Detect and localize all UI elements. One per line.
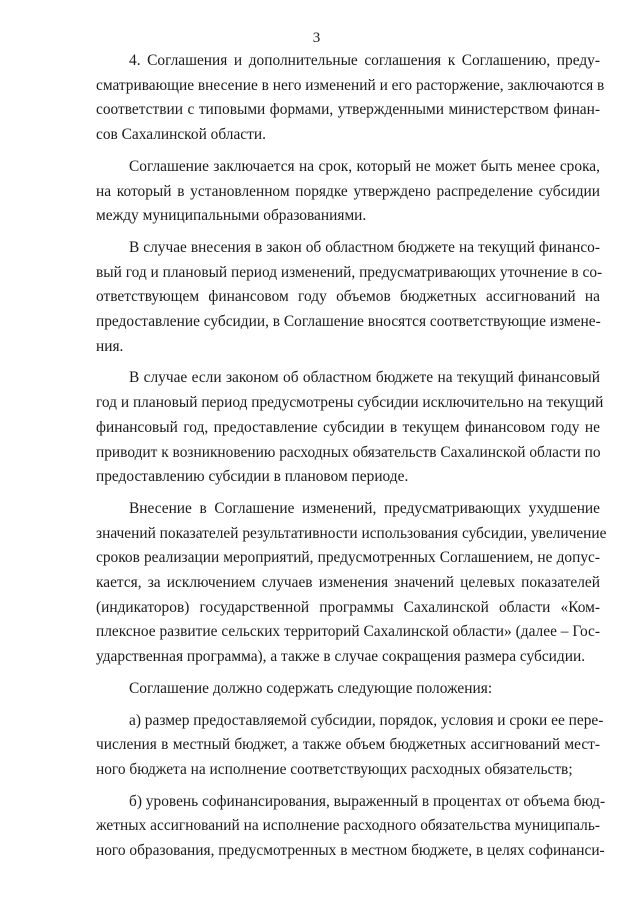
paragraph-line: б) уровень софинансирования, выраженный в процентах от объема бюд- [129,792,606,810]
paragraph-line: числения в местный бюджет, а также объем бюджетных ассигнований мест- [96,736,600,754]
paragraph-line: плексное развитие сельских территорий Сахалинской области» (далее – Гос- [96,623,600,641]
paragraph-line: соответствии с типовыми формами, утвержденными министерством финан- [96,101,600,119]
paragraph [96,366,604,490]
paragraph-line: жетных ассигнований на исполнение расходного обязательства муниципаль- [96,817,600,835]
paragraph-line: между муниципальными образованиями. [96,207,367,225]
paragraph-line: ния. [96,337,124,355]
paragraph-line: значений показателей результативности использования субсидии, увеличение [96,524,607,542]
paragraph-line: сроков реализации мероприятий, предусмотренных Соглашением, не допус- [96,549,600,567]
paragraph [96,677,600,702]
paragraph [96,497,607,670]
paragraph-line: 4. Соглашения и дополнительные соглашения к Соглашению, преду- [129,52,600,69]
paragraph-line: ного образования, предусмотренных в местном бюджете, в целях софинанси- [96,842,605,860]
paragraph-line: а) размер предоставляемой субсидии, порядок, условия и сроки ее пере- [129,711,604,729]
paragraph-line: сов Сахалинской области. [96,126,266,144]
paragraph-line: предоставление субсидии, в Соглашение вносятся соответствующие измене- [96,313,601,331]
paragraph-line: кается, за исключением случаев изменения значений целевых показателей [96,574,600,592]
paragraph-line: сматривающие внесение в него изменений и его расторжение, заключаются в [96,76,605,94]
paragraph-line: В случае если законом об областном бюджете на текущий финансовый [129,369,600,387]
page-number: 3 [312,30,321,46]
paragraph-line: ударственная программа), а также в случае сокращения размера субсидии. [96,648,586,666]
paragraph [96,155,600,229]
paragraph [96,236,603,360]
paragraph-line: вый год и плановый период изменений, предусматривающих уточнение в со- [96,263,603,281]
paragraph-line: на который в установленном порядке утверждено распределение субсидии [96,182,600,200]
paragraph-line: финансовый год, предоставление субсидии в текущем финансовом году не [96,418,600,436]
paragraph-line: Соглашение заключается на срок, который не может быть менее срока, [129,157,600,175]
paragraph [96,49,605,148]
document-body [96,49,607,871]
paragraph-line: Внесение в Соглашение изменений, предусматривающих ухудшение [129,499,600,517]
paragraph-line: предоставлению субсидии в плановом периоде. [96,468,409,486]
paragraph-line: ного бюджета на исполнение соответствующих расходных обязательств; [96,760,573,778]
paragraph-line: ответствующем финансовом году объемов бюджетных ассигнований на [96,288,600,306]
paragraph-line: Соглашение должно содержать следующие положения: [129,679,493,697]
paragraph-line: В случае внесения в закон об областном бюджете на текущий финансо- [129,238,600,256]
paragraph-line: год и плановый период предусмотрены субсидии исключительно на текущий [96,394,604,412]
paragraph-line: приводит к возникновению расходных обязательств Сахалинской области по [96,443,601,461]
paragraph [96,709,604,783]
paragraph [96,790,606,864]
paragraph-line: (индикаторов) государственной программы Сахалинской области «Ком- [96,598,600,616]
